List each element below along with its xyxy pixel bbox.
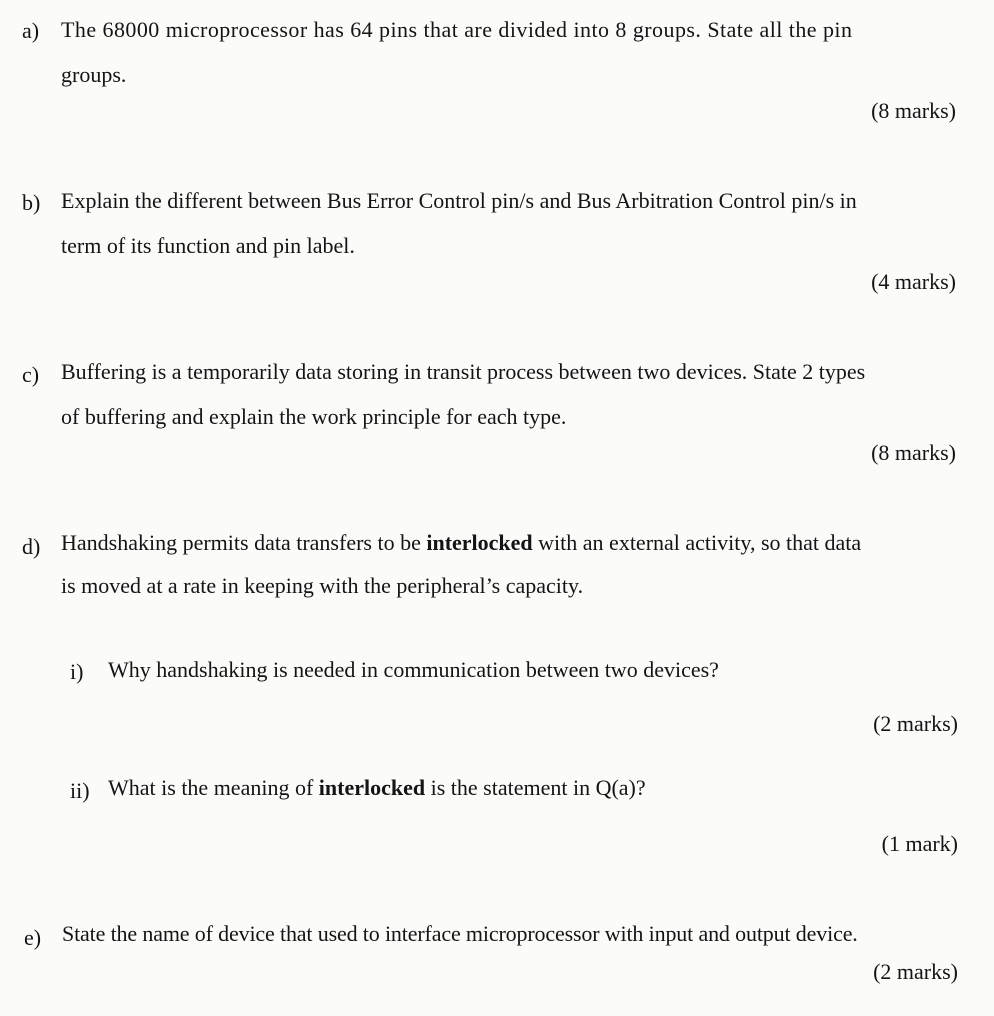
question-d-sub-ii-post: is the statement in Q(a)? xyxy=(425,775,646,800)
question-c-marks: (8 marks) xyxy=(871,440,956,465)
question-d-label: d) xyxy=(22,534,41,559)
question-e-label: e) xyxy=(24,925,42,950)
question-d-sub-ii-label: ii) xyxy=(70,778,90,803)
question-d-line1-pre: Handshaking permits data transfers to be xyxy=(61,530,427,555)
question-e-marks: (2 marks) xyxy=(873,959,958,984)
question-d-sub-ii-text xyxy=(108,775,646,801)
question-a-line2: groups. xyxy=(61,62,127,87)
question-d-sub-i-label: i) xyxy=(70,659,84,684)
question-b-marks: (4 marks) xyxy=(871,269,956,294)
question-c-label: c) xyxy=(22,362,40,387)
question-a-marks: (8 marks) xyxy=(871,98,956,123)
question-d-sub-i-marks: (2 marks) xyxy=(873,711,958,736)
question-d-line1 xyxy=(61,530,861,556)
question-a-line1: The 68000 microprocessor has 64 pins that are divided into 8 groups. State all the pin xyxy=(61,17,853,42)
question-d-sub-i-text: Why handshaking is needed in communication between two devices? xyxy=(108,657,719,682)
question-b-line2: term of its function and pin label. xyxy=(61,233,355,258)
question-b-label: b) xyxy=(22,190,41,215)
question-c-line1: Buffering is a temporarily data storing in transit process between two devices. State 2 types xyxy=(61,359,866,384)
question-d-sub-ii-pre: What is the meaning of xyxy=(108,775,319,800)
question-b-line1: Explain the different between Bus Error Control pin/s and Bus Arbitration Control pin/s in xyxy=(61,188,857,213)
question-d-line2: is moved at a rate in keeping with the peripheral’s capacity. xyxy=(61,573,584,598)
question-e-line1: State the name of device that used to interface microprocessor with input and output device. xyxy=(62,921,858,946)
question-d-interlocked-term: interlocked xyxy=(426,530,533,555)
question-d-sub-ii-interlocked-term: interlocked xyxy=(318,775,426,800)
question-a-label: a) xyxy=(22,18,40,43)
question-d-sub-ii-marks: (1 mark) xyxy=(881,831,958,856)
question-d-line1-post: with an external activity, so that data xyxy=(532,530,862,555)
question-c-line2: of buffering and explain the work principle for each type. xyxy=(61,404,567,429)
